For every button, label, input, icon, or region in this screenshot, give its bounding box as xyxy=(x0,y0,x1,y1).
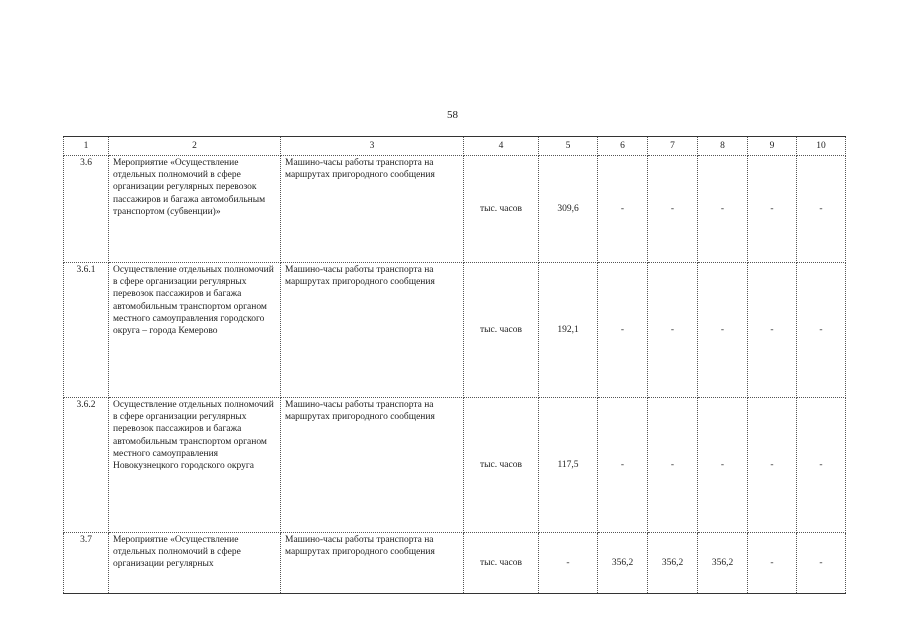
column-header: 7 xyxy=(648,137,698,156)
indicators-table xyxy=(63,136,846,594)
indicator-name: Машино-часы работы транспорта на маршрутах пригородного сообщения xyxy=(281,398,464,533)
unit-cell: тыс. часов xyxy=(464,263,539,398)
value-cell: - xyxy=(648,398,698,533)
column-header: 2 xyxy=(109,137,281,156)
value-cell: - xyxy=(797,156,846,263)
value-cell: - xyxy=(748,263,797,398)
table-row xyxy=(64,156,846,263)
column-header: 1 xyxy=(64,137,109,156)
value-cell: - xyxy=(797,533,846,594)
value-cell: 309,6 xyxy=(539,156,598,263)
value-cell: - xyxy=(598,398,648,533)
row-number: 3.6.1 xyxy=(64,263,109,398)
row-number: 3.7 xyxy=(64,533,109,594)
value-cell: 117,5 xyxy=(539,398,598,533)
table-row xyxy=(64,533,846,594)
value-cell: - xyxy=(698,263,748,398)
row-number: 3.6.2 xyxy=(64,398,109,533)
value-cell: 356,2 xyxy=(698,533,748,594)
value-cell: - xyxy=(598,263,648,398)
measure-name: Мероприятие «Осуществление отдельных полномочий в сфере организации регулярных xyxy=(109,533,281,594)
value-cell: - xyxy=(698,398,748,533)
column-header: 9 xyxy=(748,137,797,156)
indicator-name: Машино-часы работы транспорта на маршрутах пригородного сообщения xyxy=(281,533,464,594)
unit-cell: тыс. часов xyxy=(464,398,539,533)
value-cell: - xyxy=(598,156,648,263)
indicator-name: Машино-часы работы транспорта на маршрутах пригородного сообщения xyxy=(281,156,464,263)
column-header: 5 xyxy=(539,137,598,156)
value-cell: - xyxy=(748,156,797,263)
unit-cell: тыс. часов xyxy=(464,533,539,594)
column-header: 10 xyxy=(797,137,846,156)
table-header-row xyxy=(64,137,846,156)
measure-name: Осуществление отдельных полномочий в сфере организации регулярных перевозок пассажиров и багажа автомобильным транспортом органом местного самоуправления Новокузнецкого городского округа xyxy=(109,398,281,533)
measure-name: Осуществление отдельных полномочий в сфере организации регулярных перевозок пассажиров и багажа автомобильным транспортом органом местного самоуправления городского округа – города Кемерово xyxy=(109,263,281,398)
value-cell: - xyxy=(648,156,698,263)
value-cell: - xyxy=(797,398,846,533)
value-cell: 356,2 xyxy=(598,533,648,594)
indicator-name: Машино-часы работы транспорта на маршрутах пригородного сообщения xyxy=(281,263,464,398)
column-header: 8 xyxy=(698,137,748,156)
row-number: 3.6 xyxy=(64,156,109,263)
column-header: 4 xyxy=(464,137,539,156)
value-cell: - xyxy=(748,398,797,533)
value-cell: 192,1 xyxy=(539,263,598,398)
value-cell: - xyxy=(797,263,846,398)
table-row xyxy=(64,263,846,398)
column-header: 3 xyxy=(281,137,464,156)
measure-name: Мероприятие «Осуществление отдельных полномочий в сфере организации регулярных перевозок пассажиров и багажа автомобильным транспортом (субвенции)» xyxy=(109,156,281,263)
column-header: 6 xyxy=(598,137,648,156)
value-cell: - xyxy=(648,263,698,398)
table-row xyxy=(64,398,846,533)
value-cell: - xyxy=(539,533,598,594)
unit-cell: тыс. часов xyxy=(464,156,539,263)
value-cell: 356,2 xyxy=(648,533,698,594)
page-number: 58 xyxy=(447,109,458,121)
value-cell: - xyxy=(698,156,748,263)
value-cell: - xyxy=(748,533,797,594)
